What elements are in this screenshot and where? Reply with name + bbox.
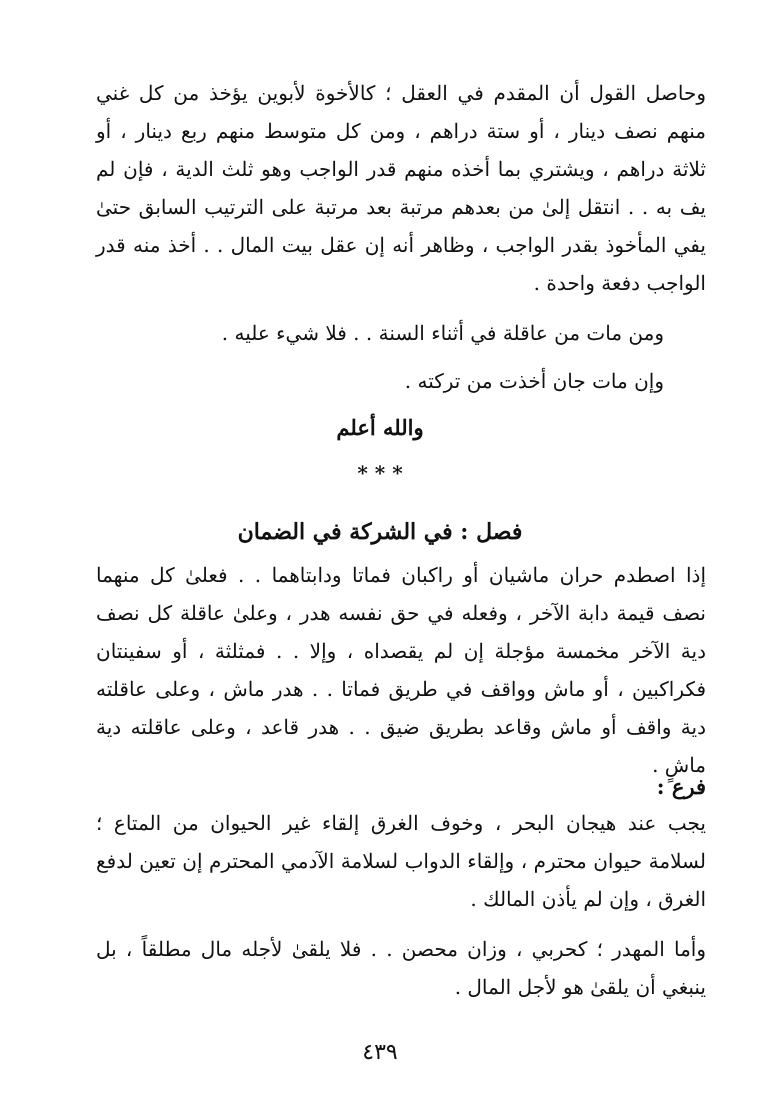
paragraph-sea-storm: يجب عند هيجان البحر ، وخوف الغرق إلقاء غير الحيوان من المتاع ؛ لسلامة حيوان محترم ، وإلقاء الدواب لسلامة الآدمي المحترم إن تعين لدفع الغرق ، وإن لم يأذن المالك .	[96, 811, 706, 911]
paragraph-collision: إذا اصطدم حران ماشيان أو راكبان فماتا ودابتاهما . . فعلىٰ كل منهما نصف قيمة دابة الآخر ، وفعله في حق نفسه هدر ، وعلىٰ عاقلة كل نصف دية الآخر مخمسة مؤجلة إن لم يقصداه ، وإلا . . فمثلثة ، أو سفينتان فكراكبين ، أو ماش وواقف في طريق فماتا . . هدر ماش ، وعلى عاقلته دية واقف أو ماش وقاعد بطريق ضيق . . هدر قاعد ، وعلى عاقلته دية ماشٍ .	[96, 563, 706, 777]
branch-label: فرع :	[656, 774, 706, 799]
closing-phrase: والله أعلم	[336, 415, 424, 440]
paragraph-death-during-year: ومن مات من عاقلة في أثناء السنة . . فلا شيء عليه .	[221, 321, 664, 345]
paragraph-inheritance-order: وحاصل القول أن المقدم في العقل ؛ كالأخوة لأبوين يؤخذ من كل غني منهم نصف دينار ، أو ستة دراهم ، ومن كل متوسط منهم ربع دينار ، أو ثلاثة دراهم ، ويشتري بما أخذه منهم قدر الواجب وهو ثلث الدية ، فإن لم يف به . . انتقل إلىٰ من بعدهم مرتبة بعد مرتبة على الترتيب السابق حتىٰ يفي المأخوذ بقدر الواجب ، وظاهر أنه إن عقل بيت المال . . أخذ منه قدر الواجب دفعة واحدة .	[96, 81, 706, 295]
section-divider-stars: * * *	[357, 461, 403, 485]
page-number: ٤٣٩	[362, 1040, 398, 1065]
paragraph-unprotected-person: وأما المهدر ؛ كحربي ، وزان محصن . . فلا يلقىٰ لأجله مال مطلقاً ، بل ينبغي أن يلقىٰ هو لأجل المال .	[96, 937, 706, 999]
paragraph-offender-death: وإن مات جان أخذت من تركته .	[404, 369, 664, 393]
section-title: فصل : في الشركة في الضمان	[237, 519, 523, 545]
